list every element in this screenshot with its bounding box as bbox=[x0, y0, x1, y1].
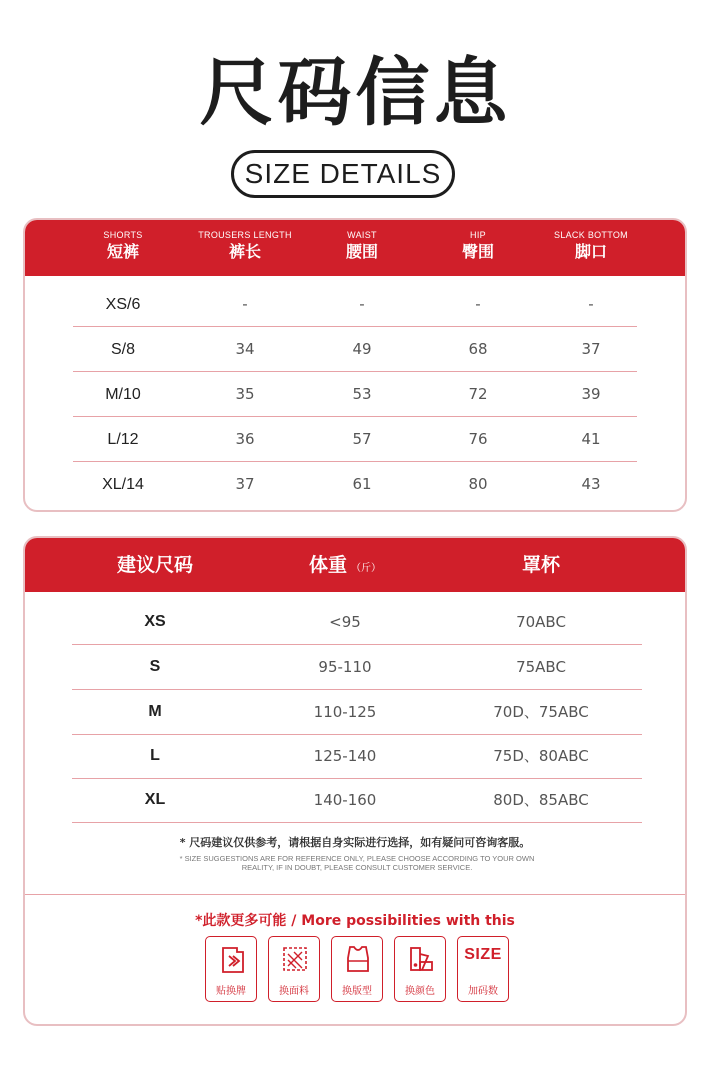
cup-cell: 75ABC bbox=[516, 658, 566, 676]
header-hip: HIP 臀围 bbox=[461, 230, 494, 261]
waist-cell: 57 bbox=[352, 430, 372, 448]
size-cell: L bbox=[150, 747, 160, 764]
length-cell: 35 bbox=[235, 385, 255, 403]
weight-cell: 110-125 bbox=[313, 703, 377, 721]
table-header bbox=[25, 220, 685, 276]
table-row bbox=[73, 327, 637, 372]
page-title: 尺码信息 bbox=[199, 50, 512, 136]
waist-cell: 53 bbox=[352, 385, 372, 403]
weight-cell: <95 bbox=[329, 613, 361, 631]
hip-cell: 68 bbox=[468, 340, 488, 358]
shirt-pattern-icon bbox=[341, 942, 375, 976]
waist-cell: 61 bbox=[352, 475, 372, 493]
table-row bbox=[73, 282, 637, 327]
table-row bbox=[72, 778, 642, 823]
weight-cell: 140-160 bbox=[313, 791, 377, 809]
header-waist: WAIST 腰围 bbox=[345, 230, 378, 261]
bottom-cell: 41 bbox=[581, 430, 601, 448]
header-size: 建议尺码 bbox=[116, 554, 193, 576]
option-tag-swap: 贴换牌 bbox=[205, 936, 257, 1002]
weight-cell: 125-140 bbox=[313, 747, 377, 765]
table-header bbox=[25, 538, 685, 592]
size-cell: XL/14 bbox=[102, 476, 144, 493]
waist-cell: 49 bbox=[352, 340, 372, 358]
options-row bbox=[205, 936, 509, 1002]
bottom-cell: - bbox=[588, 295, 594, 313]
length-cell: 37 bbox=[235, 475, 255, 493]
size-note-en: * SIZE SUGGESTIONS ARE FOR REFERENCE ONLY, PLEASE CHOOSE ACCORDING TO YOUR OWN REALITY, IF IN DOUBT, PLEASE CONSULT CUSTOMER SERVICE. bbox=[179, 854, 535, 872]
size-details-pill: SIZE DETAILS bbox=[231, 150, 455, 198]
table-row bbox=[72, 645, 642, 690]
cup-cell: 80D、85ABC bbox=[493, 791, 589, 809]
cup-cell: 75D、80ABC bbox=[493, 747, 589, 765]
hip-cell: 72 bbox=[468, 385, 488, 403]
waist-cell: - bbox=[359, 295, 365, 313]
bottom-cell: 37 bbox=[581, 340, 601, 358]
size-cell: L/12 bbox=[107, 431, 139, 448]
hip-cell: 76 bbox=[468, 430, 488, 448]
header-slack-bottom: SLACK BOTTOM 脚口 bbox=[554, 230, 628, 261]
cup-cell: 70D、75ABC bbox=[493, 703, 589, 721]
length-cell: 36 bbox=[235, 430, 255, 448]
tag-swap-icon bbox=[215, 942, 249, 976]
option-shirt-pattern: 换版型 bbox=[331, 936, 383, 1002]
header-cup: 罩杯 bbox=[521, 554, 560, 576]
size-cell: XL bbox=[144, 791, 166, 808]
table-row bbox=[73, 462, 637, 507]
length-cell: 34 bbox=[235, 340, 255, 358]
fabric-icon bbox=[278, 942, 312, 976]
color-swatch-icon bbox=[404, 942, 438, 976]
header-trousers-length: TROUSERS LENGTH 裤长 bbox=[198, 230, 292, 261]
option-fabric: 换面料 bbox=[268, 936, 320, 1002]
table-row bbox=[72, 690, 642, 735]
length-cell: - bbox=[242, 295, 248, 313]
more-possibilities-title: *此款更多可能 / More possibilities with this bbox=[195, 913, 515, 929]
option-color: 换颜色 bbox=[394, 936, 446, 1002]
size-cell: XS/6 bbox=[105, 296, 141, 313]
table-row bbox=[72, 600, 642, 645]
header-shorts: SHORTS 短裤 bbox=[103, 230, 143, 261]
table-row bbox=[72, 734, 642, 779]
divider bbox=[25, 894, 685, 895]
weight-cell: 95-110 bbox=[318, 658, 372, 676]
cup-cell: 70ABC bbox=[516, 613, 566, 631]
size-cell: M/10 bbox=[105, 386, 141, 403]
size-icon: SIZE bbox=[464, 946, 502, 963]
size-cell: S/8 bbox=[110, 341, 135, 358]
hip-cell: 80 bbox=[468, 475, 488, 493]
bottom-cell: 43 bbox=[581, 475, 601, 493]
hip-cell: - bbox=[475, 295, 481, 313]
table-row bbox=[73, 417, 637, 462]
size-cell: XS bbox=[144, 613, 166, 630]
bottom-cell: 39 bbox=[581, 385, 601, 403]
size-note-cn: * 尺码建议仅供参考，请根据自身实际进行选择，如有疑问可咨询客服。 bbox=[179, 836, 531, 849]
size-measurement-table bbox=[23, 218, 687, 512]
size-recommendation-table bbox=[23, 536, 687, 1026]
size-cell: M bbox=[148, 703, 162, 720]
table-row bbox=[73, 372, 637, 417]
size-cell: S bbox=[149, 658, 161, 675]
header-weight: 体重 （斤） bbox=[308, 554, 381, 576]
option-size: SIZE 加码数 bbox=[457, 936, 509, 1002]
